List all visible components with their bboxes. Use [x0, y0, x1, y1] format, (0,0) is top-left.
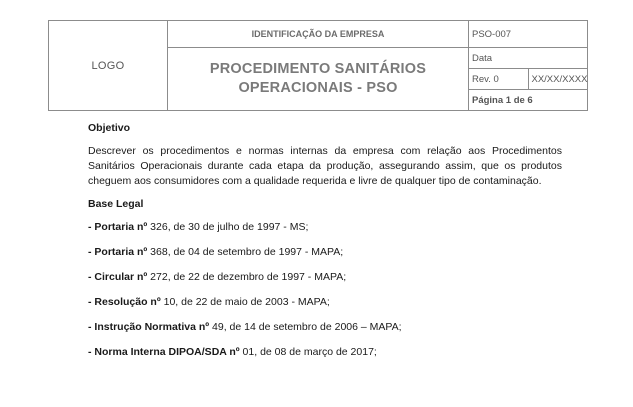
legal-basis-item [88, 220, 562, 235]
legal-basis-list [88, 220, 562, 360]
document-code: PSO-007 [469, 21, 588, 48]
legal-item-prefix: - Resolução nº [88, 296, 161, 308]
document-title [168, 48, 469, 111]
page-info: Página 1 de 6 [469, 90, 588, 111]
legal-item-prefix: - Instrução Normativa nº [88, 321, 210, 333]
legal-item-prefix: - Portaria nº [88, 221, 148, 233]
revision-label: Rev. 0 [469, 69, 529, 90]
legal-item-prefix: - Norma Interna DIPOA/SDA nº [88, 346, 240, 358]
legal-basis-item [88, 320, 562, 335]
date-label: Data [469, 48, 588, 69]
objective-text: Descrever os procedimentos e normas internas da empresa com relação aos Procedimentos Sanitários Operacionais durante cada etapa da produção, assegurando assim, que os produtos cheguem aos consumidores com a qualidade requerida e livre de qualquer tipo de contaminação. [88, 145, 562, 187]
document-body [88, 121, 562, 370]
legal-item-prefix: - Circular nº [88, 271, 148, 283]
legal-item-text: 01, de 08 de março de 2017; [239, 346, 377, 358]
document-header-table [48, 20, 588, 111]
legal-item-text: 272, de 22 de dezembro de 1997 - MAPA; [147, 271, 347, 283]
legal-item-prefix: - Portaria nº [88, 246, 148, 258]
legal-item-text: 49, de 14 de setembro de 2006 – MAPA; [209, 321, 402, 333]
company-identification: IDENTIFICAÇÃO DA EMPRESA [168, 21, 469, 48]
legal-item-text: 368, de 04 de setembro de 1997 - MAPA; [147, 246, 344, 258]
document-title-line1: PROCEDIMENTO SANITÁRIOS [209, 61, 427, 77]
objective-title: Objetivo [88, 122, 131, 134]
legal-item-text: 326, de 30 de julho de 1997 - MS; [147, 221, 309, 233]
revision-date-value: XX/XX/XXXX [528, 69, 588, 90]
legal-basis-item [88, 270, 562, 285]
legal-item-text: 10, de 22 de maio de 2003 - MAPA; [160, 296, 330, 308]
legal-basis-item [88, 345, 562, 360]
legal-basis-item [88, 245, 562, 260]
logo-placeholder: LOGO [49, 21, 168, 111]
document-title-line2: OPERACIONAIS - PSO [238, 80, 398, 96]
legal-basis-item [88, 295, 562, 310]
legal-basis-title: Base Legal [88, 198, 144, 210]
